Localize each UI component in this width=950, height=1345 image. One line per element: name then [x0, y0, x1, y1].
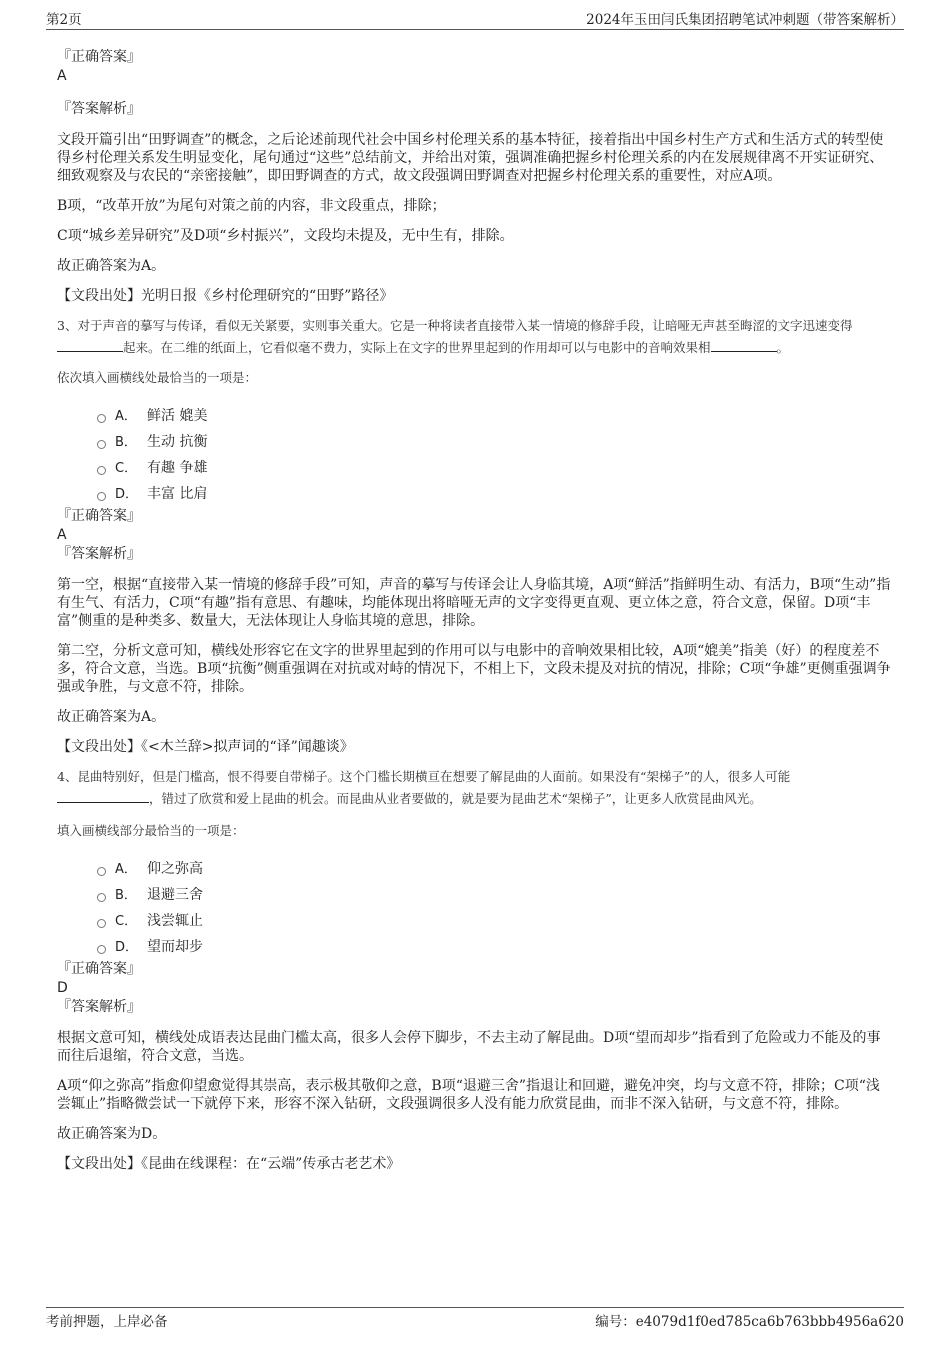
radio-icon[interactable]: [97, 440, 106, 449]
radio-icon[interactable]: [97, 414, 106, 423]
analysis-label: 『答案解析』: [57, 546, 141, 562]
analysis-label: 『答案解析』: [57, 999, 141, 1015]
correct-answer-value: D: [57, 980, 68, 996]
analysis-paragraph: 根据文意可知，横线处成语表达昆曲门槛太高，很多人会停下脚步，不去主动了解昆曲。D项“望而却步”指看到了危险或力不能及的事而往后退缩，符合文意，当选。: [57, 1030, 881, 1064]
question-4-options: [57, 856, 893, 960]
question-3-text: 3、对于声音的摹写与传译，看似无关紧要，实则事关重大。它是一种将读者直接带入某一情境的修辞手段，让暗哑无声甚至晦涩的文字迅速变得起来。在二维的纸面上，它看似毫不费力，实际上在文字的世界里起到的作用却可以与电影中的音响效果相 。: [57, 318, 853, 355]
source-citation: 【文段出处】光明日报《乡村伦理研究的“田野”路径》: [57, 288, 394, 304]
analysis-paragraph: 第一空，根据“直接带入某一情境的修辞手段”可知，声音的摹写与传译会让人身临其境，A项“鲜活”指鲜明生动、有活力，B项“生动”指有生气、有活力，C项“有趣”指有意思、有趣味，均能体现出将暗哑无声的文字变得更直观、更立体之意，符合文意，保留。D项“丰富”侧重的是种类多、数量大，无法体现让人身临其境的意思，排除。: [57, 577, 891, 629]
radio-icon[interactable]: [97, 466, 106, 475]
analysis-paragraph: A项“仰之弥高”指愈仰望愈觉得其崇高，表示极其敬仰之意，B项“退避三舍”指退让和回避，避免冲突，均与文意不符，排除；C项“浅尝辄止”指略微尝试一下就停下来，形容不深入钻研，文段强调很多人没有能力欣赏昆曲，而非不深入钻研，与文意不符，排除。: [57, 1078, 880, 1112]
question-3-prompt: 依次填入画横线处最恰当的一项是：: [57, 370, 258, 385]
radio-icon[interactable]: [97, 867, 106, 876]
correct-answer-value: A: [57, 527, 67, 543]
analysis-paragraph: 文段开篇引出“田野调查”的概念，之后论述前现代社会中国乡村伦理关系的基本特征，接着指出中国乡村生产方式和生活方式的转型使得乡村伦理关系发生明显变化，尾句通过“这些”总结前文，并给出对策，强调准确把握乡村伦理关系的内在发展规律离不开实证研究、细致观察及与农民的“亲密接触”，即田野调查的方式，故文段强调田野调查对把握乡村伦理关系的重要性，对应A项。: [57, 132, 884, 184]
page-header: [46, 11, 904, 30]
fill-blank: [57, 789, 149, 803]
radio-icon[interactable]: [97, 945, 106, 954]
analysis-paragraph: B项，“改革开放”为尾句对策之前的内容，非文段重点，排除；: [57, 198, 446, 214]
correct-answer-label: 『正确答案』: [57, 49, 141, 65]
correct-answer-label: 『正确答案』: [57, 961, 141, 977]
analysis-paragraph: 第二空，分析文意可知，横线处形容它在文字的世界里起到的作用可以与电影中的音响效果相比较，A项“媲美”指美（好）的程度差不多，符合文意，当选。B项“抗衡”侧重强调在对抗或对峙的情况下，不相上下，文段未提及对抗的情况，排除；C项“争雄”更侧重强调争强或争胜，与文意不符，排除。: [57, 643, 891, 695]
fill-blank: [711, 338, 777, 352]
option-c[interactable]: C． 有趣 争雄: [57, 455, 893, 481]
analysis-label: 『答案解析』: [57, 101, 141, 117]
option-b[interactable]: B． 生动 抗衡: [57, 429, 893, 455]
analysis-paragraph: C项“城乡差异研究”及D项“乡村振兴”，文段均未提及，无中生有，排除。: [57, 228, 514, 244]
page-content: [57, 48, 893, 1173]
question-3-options: [57, 403, 893, 507]
question-4-text: 4、昆曲特别好，但是门槛高，恨不得要自带梯子。这个门槛长期横亘在想要了解昆曲的人面前。如果没有“架梯子”的人，很多人可能 ，错过了欣赏和爱上昆曲的机会。而昆曲从业者要做的，就是要为昆曲艺术“架梯子”，让更多人欣赏昆曲风光。: [57, 769, 791, 806]
option-b[interactable]: B． 退避三舍: [57, 882, 893, 908]
source-citation: 【文段出处】《<木兰辞>拟声词的“译”闻趣谈》: [57, 739, 354, 755]
question-4-prompt: 填入画横线部分最恰当的一项是：: [57, 823, 245, 838]
fill-blank: [57, 338, 123, 352]
page-number: 第2页: [46, 12, 82, 28]
radio-icon[interactable]: [97, 919, 106, 928]
option-d[interactable]: D． 丰富 比肩: [57, 481, 893, 507]
option-c[interactable]: C． 浅尝辄止: [57, 908, 893, 934]
document-id: 编号：e4079d1f0ed785ca6b763bbb4956a620: [595, 1314, 904, 1330]
option-d[interactable]: D． 望而却步: [57, 934, 893, 960]
correct-answer-value: A: [57, 68, 67, 84]
radio-icon[interactable]: [97, 893, 106, 902]
analysis-conclusion: 故正确答案为A。: [57, 709, 166, 725]
footer-slogan: 考前押题，上岸必备: [46, 1314, 168, 1330]
source-citation: 【文段出处】《昆曲在线课程：在“云端”传承古老艺术》: [57, 1156, 401, 1172]
analysis-conclusion: 故正确答案为A。: [57, 258, 166, 274]
page-footer: [46, 1307, 904, 1330]
option-a[interactable]: A． 鲜活 媲美: [57, 403, 893, 429]
analysis-conclusion: 故正确答案为D。: [57, 1126, 167, 1142]
option-a[interactable]: A． 仰之弥高: [57, 856, 893, 882]
document-title: 2024年玉田闫氏集团招聘笔试冲刺题（带答案解析）: [586, 12, 904, 28]
radio-icon[interactable]: [97, 492, 106, 501]
correct-answer-label: 『正确答案』: [57, 508, 141, 524]
